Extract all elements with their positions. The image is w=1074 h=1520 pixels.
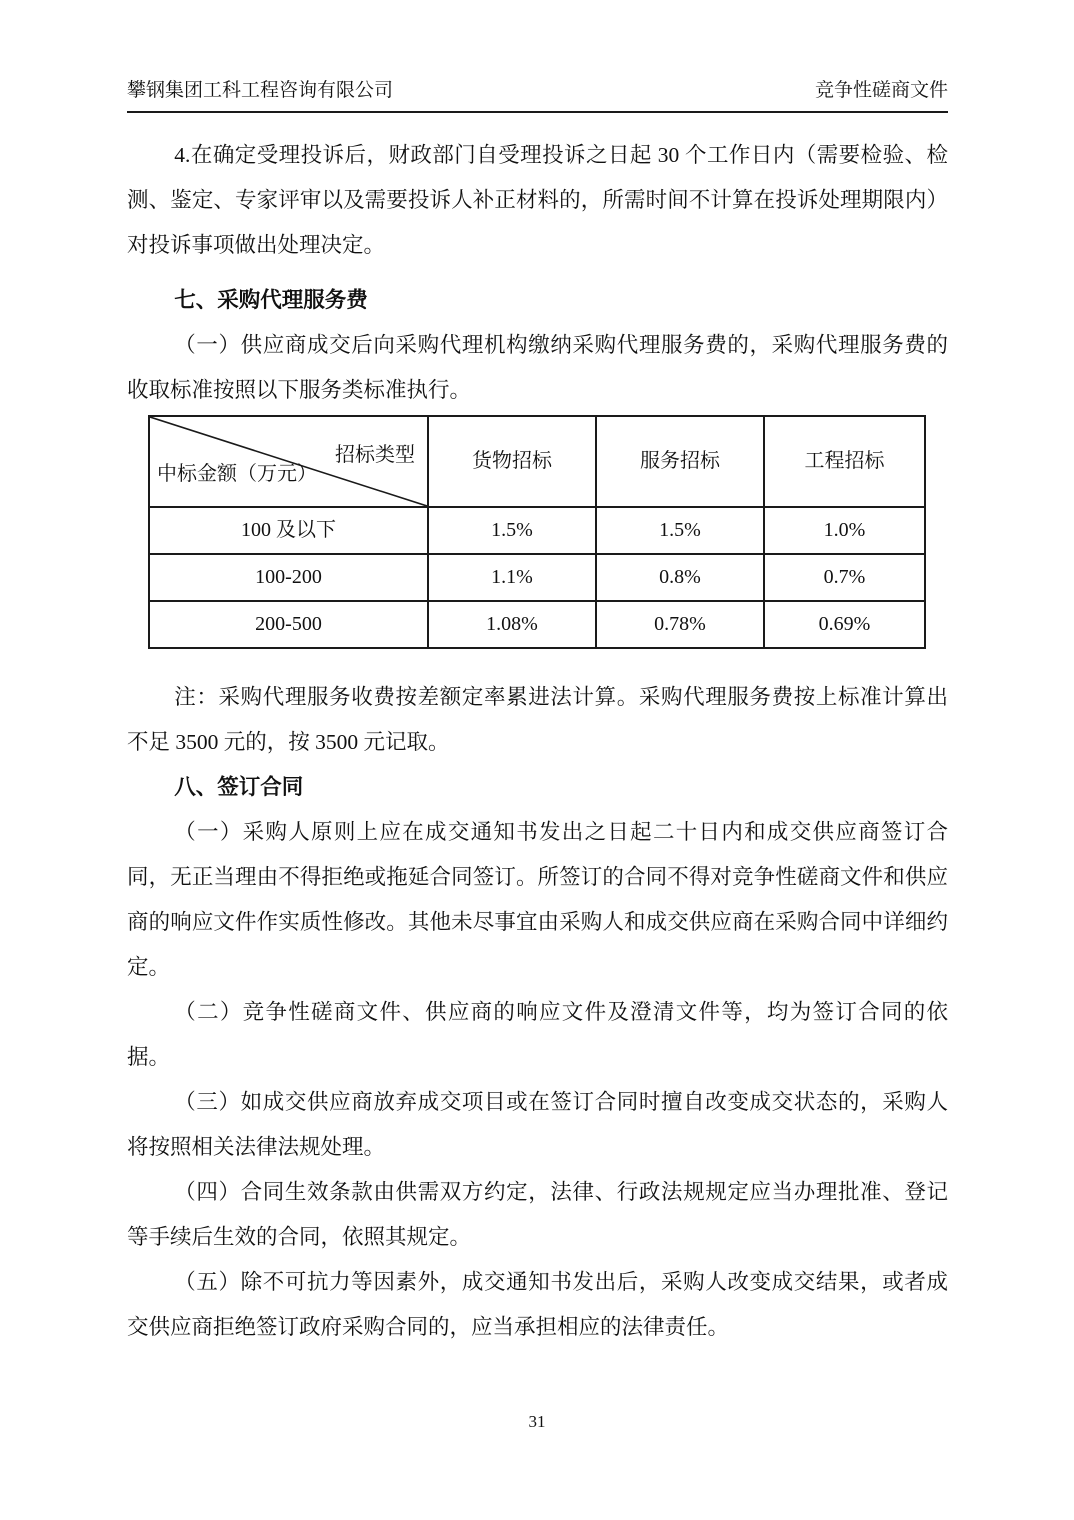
column-header-services: 服务招标 bbox=[596, 416, 764, 507]
document-body bbox=[127, 133, 948, 1350]
fee-value: 1.1% bbox=[428, 554, 596, 601]
agency-fee-table bbox=[148, 415, 926, 649]
row-label: 100 及以下 bbox=[149, 507, 428, 554]
paragraph-complaint-handling: 4.在确定受理投诉后，财政部门自受理投诉之日起 30 个工作日内（需要检验、检测、鉴定、专家评审以及需要投诉人补正材料的，所需时间不计算在投诉处理期限内）对投诉事项做出处理决定。 bbox=[127, 143, 948, 257]
fee-table-row bbox=[149, 507, 925, 554]
section-8-paragraph-1: （一）采购人原则上应在成交通知书发出之日起二十日内和成交供应商签订合同，无正当理由不得拒绝或拖延合同签订。所签订的合同不得对竞争性磋商文件和供应商的响应文件作实质性修改。其他未尽事宜由采购人和成交供应商在采购合同中详细约定。 bbox=[127, 820, 948, 979]
fee-value: 1.0% bbox=[764, 507, 925, 554]
fee-value: 1.08% bbox=[428, 601, 596, 648]
column-header-goods: 货物招标 bbox=[428, 416, 596, 507]
section-8-paragraph-4: （四）合同生效条款由供需双方约定，法律、行政法规规定应当办理批准、登记等手续后生效的合同，依照其规定。 bbox=[127, 1180, 948, 1249]
column-header-works: 工程招标 bbox=[764, 416, 925, 507]
header-doc-type: 竞争性磋商文件 bbox=[814, 80, 948, 101]
corner-header-cell bbox=[149, 416, 428, 507]
fee-note-paragraph: 注：采购代理服务收费按差额定率累进法计算。采购代理服务费按上标准计算出不足 3500 元的，按 3500 元记取。 bbox=[127, 685, 948, 754]
running-header bbox=[127, 78, 948, 113]
corner-label-award-amount: 中标金额（万元） bbox=[157, 463, 317, 485]
section-8-paragraph-2: （二）竞争性磋商文件、供应商的响应文件及澄清文件等，均为签订合同的依据。 bbox=[127, 1000, 948, 1069]
fee-value: 1.5% bbox=[428, 507, 596, 554]
fee-value: 1.5% bbox=[596, 507, 764, 554]
page-number: 31 bbox=[528, 1412, 546, 1431]
section-8-paragraph-5: （五）除不可抗力等因素外，成交通知书发出后，采购人改变成交结果，或者成交供应商拒绝签订政府采购合同的，应当承担相应的法律责任。 bbox=[127, 1270, 948, 1339]
fee-table-row bbox=[149, 601, 925, 648]
row-label: 100-200 bbox=[149, 554, 428, 601]
fee-value: 0.69% bbox=[764, 601, 925, 648]
fee-table-header-row bbox=[149, 416, 925, 507]
header-company-name: 攀钢集团工科工程咨询有限公司 bbox=[127, 80, 394, 101]
corner-label-bid-type: 招标类型 bbox=[335, 444, 415, 466]
section-7-heading: 七、采购代理服务费 bbox=[174, 288, 368, 312]
section-8-paragraph-3: （三）如成交供应商放弃成交项目或在签订合同时擅自改变成交状态的，采购人将按照相关法律法规处理。 bbox=[127, 1090, 948, 1159]
fee-table-row bbox=[149, 554, 925, 601]
row-label: 200-500 bbox=[149, 601, 428, 648]
section-8-heading: 八、签订合同 bbox=[174, 775, 304, 799]
fee-value: 0.78% bbox=[596, 601, 764, 648]
section-7-intro-paragraph: （一）供应商成交后向采购代理机构缴纳采购代理服务费的，采购代理服务费的收取标准按照以下服务类标准执行。 bbox=[127, 333, 948, 402]
fee-value: 0.7% bbox=[764, 554, 925, 601]
fee-value: 0.8% bbox=[596, 554, 764, 601]
